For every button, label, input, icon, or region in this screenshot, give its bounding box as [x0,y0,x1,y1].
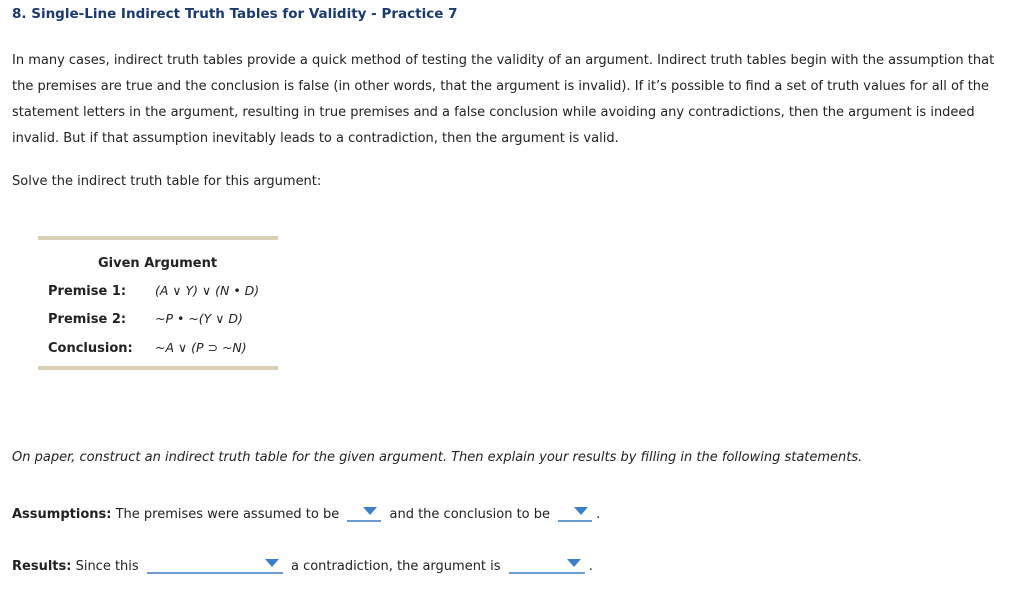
premise-1-expression: (A ∨ Y) ∨ (N • D) [155,283,260,298]
premise-1-row [48,283,259,299]
assumptions-text-1: The premises were assumed to be [115,507,340,522]
chevron-down-icon [567,559,581,567]
page-title: 8. Single-Line Indirect Truth Tables for Validity - Practice 7 [12,6,458,22]
given-argument-box [38,236,278,370]
premises-truth-dropdown[interactable] [347,502,381,522]
intro-paragraph: In many cases, indirect truth tables provide a quick method of testing the validity of an argument. Indirect truth tables begin with the assumption that the premises are true and the conclusion is false (in other words, that the argument is invalid). If it’s possible to find a set of truth values for all of the statement letters in the argument, resulting in true premises and a false conclusion while avoiding any contradictions, then the argument is indeed invalid. But if that assumption inevitably leads to a contradiction, then the argument is valid. [12,53,995,146]
results-text-2: a contradiction, the argument is [290,559,501,574]
chevron-down-icon [363,507,377,515]
results-period: . [588,559,593,574]
assumptions-statement [12,502,600,522]
instructions-text: On paper, construct an indirect truth table for the given argument. Then explain your results by filling in the following statements. [12,450,863,465]
validity-dropdown[interactable] [509,554,585,574]
assumptions-text-2: and the conclusion to be [389,507,551,522]
chevron-down-icon [574,507,588,515]
contradiction-dropdown[interactable] [147,554,283,574]
conclusion-label: Conclusion: [48,341,133,356]
premise-2-label: Premise 2: [48,312,127,327]
given-argument-heading: Given Argument [98,256,218,271]
premise-2-expression: ~P • ~(Y ∨ D) [155,311,243,326]
assumptions-period: . [596,507,601,522]
conclusion-row [48,340,247,356]
chevron-down-icon [265,559,279,567]
results-label: Results: [12,559,72,574]
assumptions-label: Assumptions: [12,507,112,522]
results-text-1: Since this [75,559,139,574]
conclusion-expression: ~A ∨ (P ⊃ ~N) [155,340,247,355]
premise-1-label: Premise 1: [48,284,127,299]
premise-2-row [48,311,243,327]
prompt-text: Solve the indirect truth table for this argument: [12,174,322,189]
results-statement [12,554,593,574]
conclusion-truth-dropdown[interactable] [558,502,592,522]
